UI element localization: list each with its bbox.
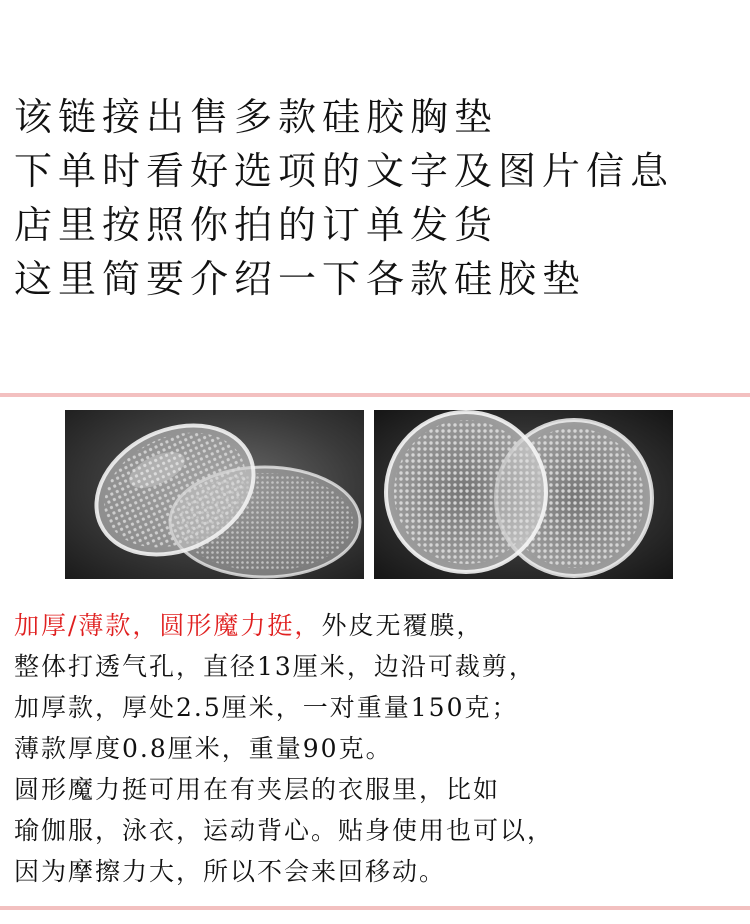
product-photo-tilted-pads (65, 410, 364, 579)
intro-line: 这里简要介绍一下各款硅胶垫 (14, 257, 587, 301)
divider-bottom (0, 906, 750, 910)
intro-line: 下单时看好选项的文字及图片信息 (14, 149, 675, 193)
description-line: 圆形魔力挺可用在有夹层的衣服里，比如 (14, 775, 501, 804)
intro-line: 该链接出售多款硅胶胸垫 (14, 95, 499, 139)
intro-text (14, 90, 674, 306)
description-line: 整体打透气孔，直径13厘米，边沿可裁剪， (14, 652, 536, 681)
product-description (14, 605, 554, 892)
description-line: 瑜伽服，泳衣，运动背心。贴身使用也可以， (14, 816, 555, 845)
highlight-text: 加厚/薄款，圆形魔力挺， (14, 611, 322, 640)
description-line-first (14, 605, 554, 646)
divider-top (0, 393, 750, 397)
description-line: 加厚款，厚处2.5厘米，一对重量150克； (14, 693, 519, 722)
description-first-rest: 外皮无覆膜， (321, 611, 484, 640)
description-line: 因为摩擦力大，所以不会来回移动。 (14, 857, 447, 886)
intro-line: 店里按照你拍的订单发货 (14, 203, 499, 247)
product-photo-flat-pads (374, 410, 673, 579)
description-line: 薄款厚度0.8厘米，重量90克。 (14, 734, 393, 763)
